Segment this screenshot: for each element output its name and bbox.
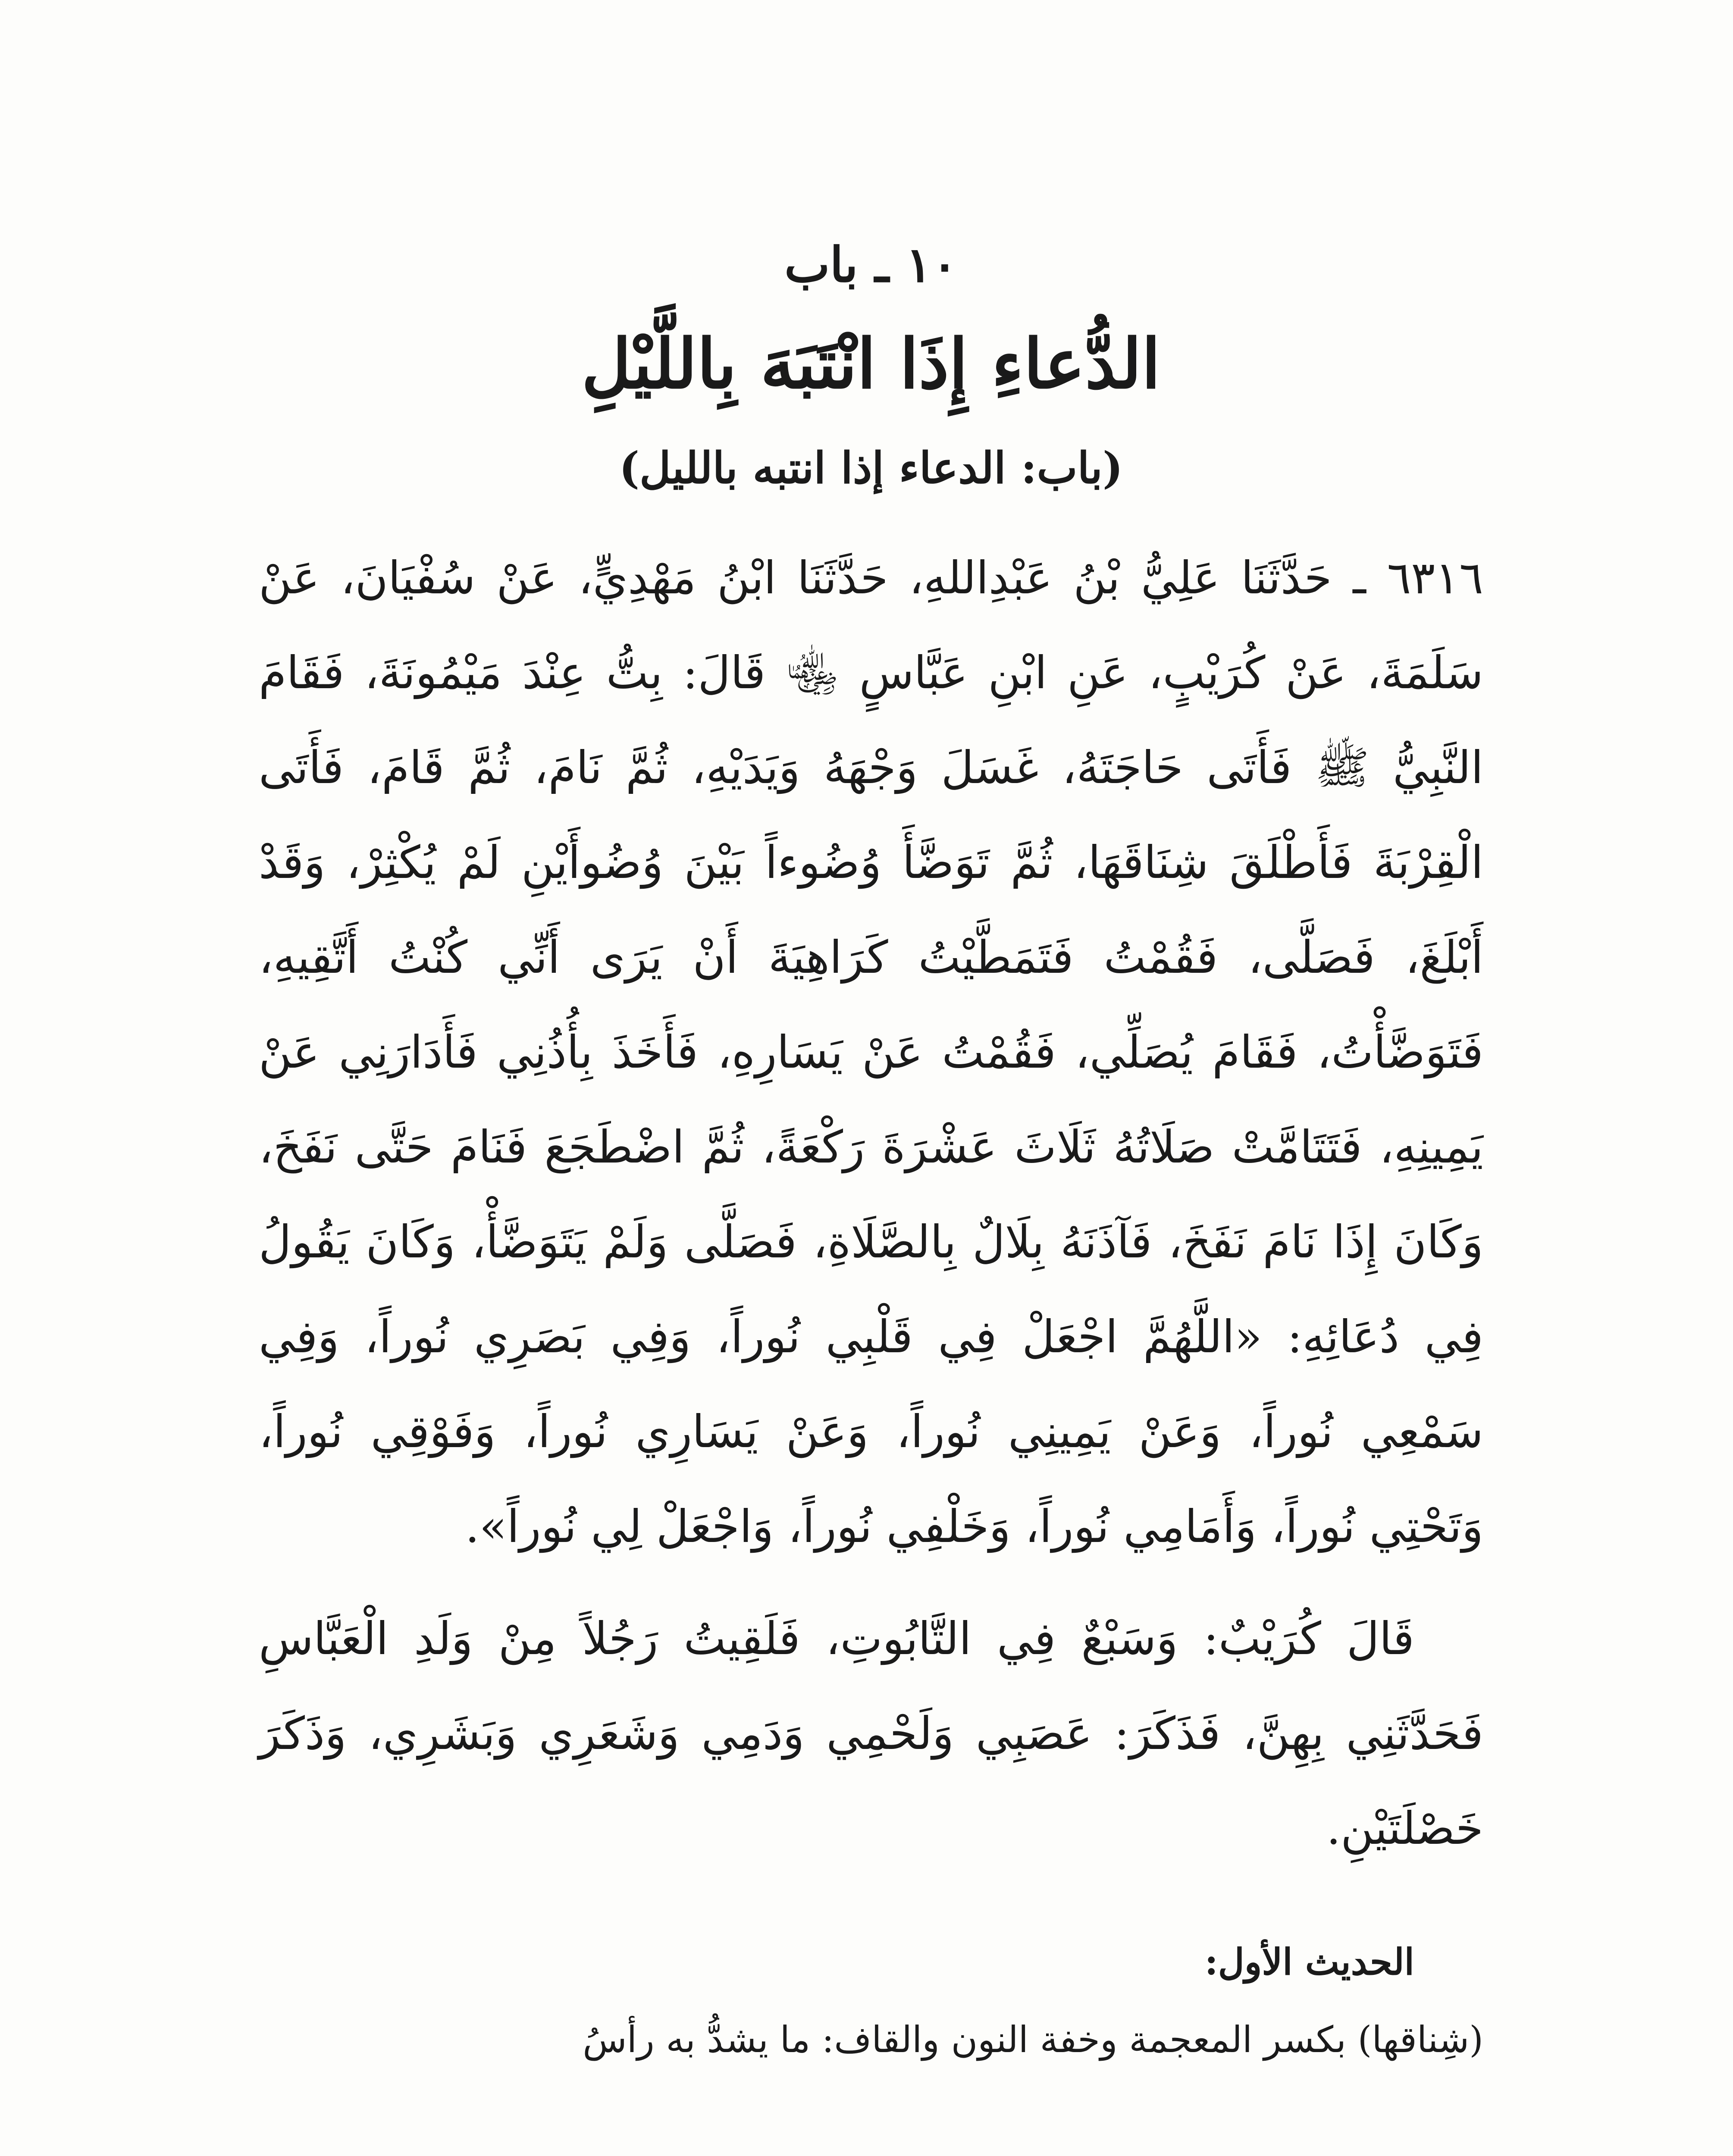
narration-text: قَالَ كُرَيْبٌ: وَسَبْعٌ فِي التَّابُوتِ، فَلَقِيتُ رَجُلاً مِنْ وَلَدِ الْعَبَّاسِ فَحَدَّثَنِي بِهِنَّ، فَذَكَرَ: عَصَبِي وَلَحْمِي وَدَمِي وَشَعَرِي وَبَشَرِي، وَذَكَرَ خَصْلَتَيْنِ.: [259, 1612, 1483, 1855]
hadith-text: ٦٣١٦ ـ حَدَّثَنَا عَلِيُّ بْنُ عَبْدِاللهِ، حَدَّثَنَا ابْنُ مَهْدِيٍّ، عَنْ سُفْيَانَ، عَنْ سَلَمَةَ، عَنْ كُرَيْبٍ، عَنِ ابْنِ عَبَّاسٍ ﵄ قَالَ: بِتُّ عِنْدَ مَيْمُونَةَ، فَقَامَ النَّبِيُّ ﷺ فَأَتَى حَاجَتَهُ، غَسَلَ وَجْهَهُ وَيَدَيْهِ، ثُمَّ نَامَ، ثُمَّ قَامَ، فَأَتَى الْقِرْبَةَ فَأَطْلَقَ شِنَاقَهَا، ثُمَّ تَوَضَّأَ وُضُوءاً بَيْنَ وُضُوأَيْنِ لَمْ يُكْثِرْ، وَقَدْ أَبْلَغَ، فَصَلَّى، فَقُمْتُ فَتَمَطَّيْتُ كَرَاهِيَةَ أَنْ يَرَى أَنِّي كُنْتُ أَتَّقِيهِ، فَتَوَضَّأْتُ، فَقَامَ يُصَلِّي، فَقُمْتُ عَنْ يَسَارِهِ، فَأَخَذَ بِأُذُنِي فَأَدَارَنِي عَنْ يَمِينِهِ، فَتَتَامَّتْ صَلَاتُهُ ثَلَاثَ عَشْرَةَ رَكْعَةً، ثُمَّ اضْطَجَعَ فَنَامَ حَتَّى نَفَخَ، وَكَانَ إِذَا نَامَ نَفَخَ، فَآذَنَهُ بِلَالٌ بِالصَّلَاةِ، فَصَلَّى وَلَمْ يَتَوَضَّأْ، وَكَانَ يَقُولُ فِي دُعَائِهِ: «اللَّهُمَّ اجْعَلْ فِي قَلْبِي نُوراً، وَفِي بَصَرِي نُوراً، وَفِي سَمْعِي نُوراً، وَعَنْ يَمِينِي نُوراً، وَعَنْ يَسَارِي نُوراً، وَفَوْقِي نُوراً، وَتَحْتِي نُوراً، وَأَمَامِي نُوراً، وَخَلْفِي نُوراً، وَاجْعَلْ لِي نُوراً».: [259, 552, 1483, 1553]
commentary-text: (شِناقها) بكسر المعجمة وخفة النون والقاف: ما يشدُّ به رأسُ: [583, 2018, 1483, 2061]
chapter-title: الدُّعاءِ إِذَا انْتَبَهَ بِاللَّيْلِ: [581, 324, 1161, 404]
chapter-subtitle: (باب: الدعاء إذا انتبه بالليل): [619, 442, 1123, 493]
page-content: [259, 233, 1483, 2070]
commentary-heading: الحديث الأول:: [1204, 1940, 1414, 1983]
chapter-number: ١٠ ـ باب: [784, 237, 958, 293]
